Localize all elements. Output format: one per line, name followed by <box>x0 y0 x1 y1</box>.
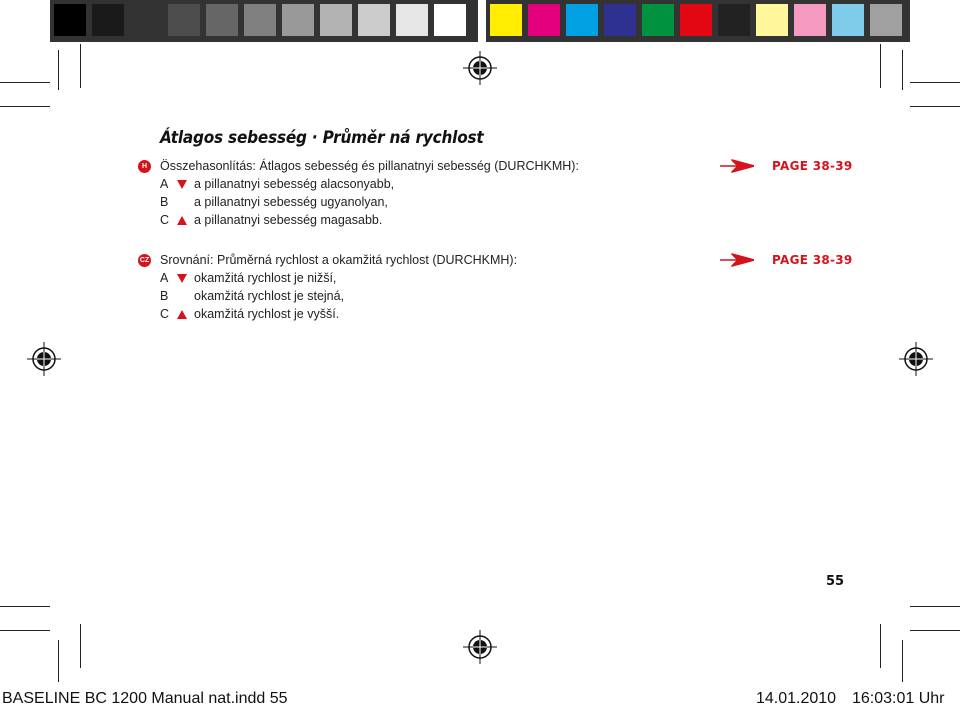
hu-c-text: a pillanatnyi sebesség magasabb. <box>194 213 383 227</box>
color-swatch <box>128 2 164 38</box>
color-swatch <box>830 2 866 38</box>
hu-b-text: a pillanatnyi sebesség ugyanolyan, <box>194 195 388 209</box>
page-number: 55 <box>826 574 845 589</box>
color-swatch <box>242 2 278 38</box>
cz-c-text: okamžitá rychlost je vyšší. <box>194 307 340 321</box>
arrow-right-icon <box>720 253 754 267</box>
arrow-up-icon <box>174 216 190 225</box>
crop-mark <box>880 624 881 668</box>
color-swatch <box>640 2 676 38</box>
hu-page-reference: PAGE 38-39 <box>772 159 853 173</box>
color-swatch <box>526 2 562 38</box>
crop-mark <box>910 82 960 83</box>
color-swatch <box>716 2 752 38</box>
color-swatch <box>166 2 202 38</box>
color-swatch <box>204 2 240 38</box>
crop-mark <box>902 640 903 682</box>
crop-mark <box>58 640 59 682</box>
hu-title: Összehasonlítás: Átlagos sebesség és pillanatnyi sebesség (DURCHKMH): <box>160 159 579 173</box>
cz-b-label: B <box>160 289 169 303</box>
color-swatch <box>602 2 638 38</box>
arrow-right-icon <box>720 159 754 173</box>
hu-a-label: A <box>160 177 169 191</box>
color-swatch <box>754 2 790 38</box>
cz-paragraph <box>160 251 517 323</box>
cz-b-text: okamžitá rychlost je stejná, <box>194 289 345 303</box>
hu-b-label: B <box>160 195 169 209</box>
color-swatch <box>356 2 392 38</box>
registration-mark-icon <box>899 342 933 376</box>
footer-file-name: BASELINE BC 1200 Manual nat.indd 55 <box>2 690 288 707</box>
color-swatch <box>868 2 904 38</box>
color-swatch <box>792 2 828 38</box>
footer-date: 14.01.2010 <box>756 690 837 707</box>
crop-mark <box>58 50 59 90</box>
color-swatch <box>394 2 430 38</box>
gray-swatch-bar <box>52 0 470 40</box>
registration-mark-icon <box>463 51 497 85</box>
color-swatch <box>432 2 468 38</box>
arrow-up-icon <box>174 310 190 319</box>
crop-mark <box>80 624 81 668</box>
cz-c-label: C <box>160 307 170 321</box>
registration-mark-icon <box>463 630 497 664</box>
language-badge-cz: CZ <box>138 254 151 267</box>
crop-mark <box>0 630 50 631</box>
color-swatch-bar <box>488 0 906 40</box>
language-badge-hu: H <box>138 160 151 173</box>
crop-mark <box>0 106 50 107</box>
arrow-down-icon <box>174 274 190 283</box>
hu-paragraph <box>160 157 579 229</box>
cz-a-label: A <box>160 271 169 285</box>
footer-time: 16:03:01 Uhr <box>852 690 945 707</box>
hu-c-label: C <box>160 213 170 227</box>
crop-mark <box>910 630 960 631</box>
crop-mark <box>0 82 50 83</box>
hu-a-text: a pillanatnyi sebesség alacsonyabb, <box>194 177 395 191</box>
color-swatch <box>52 2 88 38</box>
crop-mark <box>910 106 960 107</box>
cz-a-text: okamžitá rychlost je nižší, <box>194 271 337 285</box>
crop-mark <box>80 44 81 88</box>
color-swatch <box>280 2 316 38</box>
section-heading: Átlagos sebesség · Průměr ná rychlost <box>160 128 484 148</box>
arrow-down-icon <box>174 180 190 189</box>
color-swatch <box>90 2 126 38</box>
color-swatch <box>678 2 714 38</box>
crop-mark <box>0 606 50 607</box>
cz-title: Srovnání: Průměrná rychlost a okamžitá rychlost (DURCHKMH): <box>160 253 518 267</box>
crop-mark <box>880 44 881 88</box>
color-swatch <box>488 2 524 38</box>
color-swatch <box>564 2 600 38</box>
registration-mark-icon <box>27 342 61 376</box>
cz-page-reference: PAGE 38-39 <box>772 253 853 267</box>
crop-mark <box>902 50 903 90</box>
color-swatch <box>318 2 354 38</box>
crop-mark <box>910 606 960 607</box>
